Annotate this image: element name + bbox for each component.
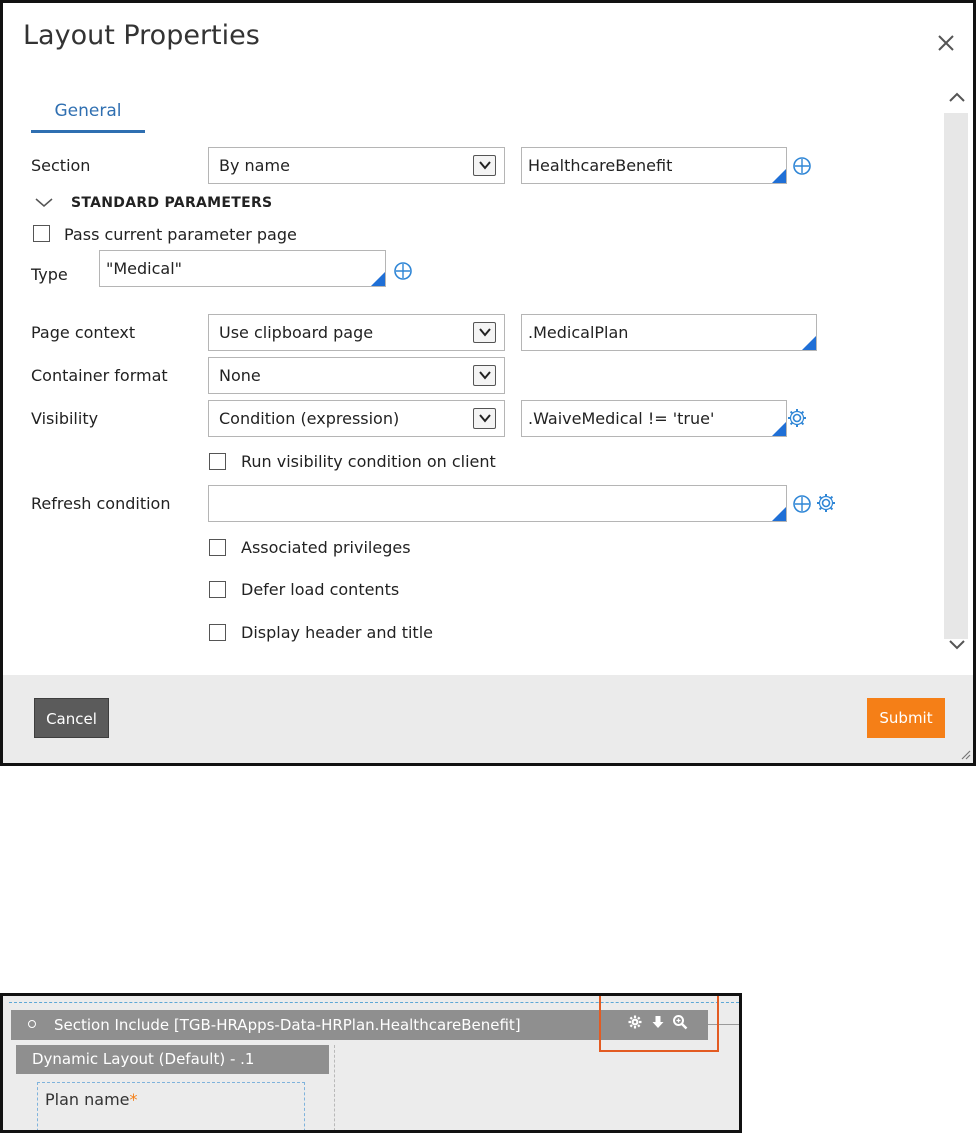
type-label: Type (31, 265, 68, 284)
container-format-select[interactable] (208, 357, 505, 394)
page-context-select[interactable] (208, 314, 505, 351)
autocomplete-corner-icon (802, 336, 816, 350)
pass-parameter-page-label: Pass current parameter page (64, 225, 297, 244)
visibility-mode: Condition (expression) (219, 409, 400, 428)
dialog-title: Layout Properties (23, 20, 260, 51)
page-context-value: .MedicalPlan (528, 323, 629, 342)
pass-parameter-page-checkbox[interactable] (33, 225, 50, 242)
visibility-condition-value: .WaiveMedical != 'true' (528, 409, 715, 428)
chevron-down-icon[interactable] (947, 637, 967, 651)
autocomplete-corner-icon (772, 507, 786, 521)
page-context-label: Page context (31, 323, 136, 342)
associated-privileges-label: Associated privileges (241, 538, 411, 557)
tab-general[interactable]: General (31, 97, 145, 133)
scrollbar-track[interactable] (944, 113, 968, 639)
resize-grip-icon[interactable] (959, 745, 971, 764)
refresh-condition-label: Refresh condition (31, 494, 171, 513)
section-name-input[interactable] (521, 147, 787, 184)
chevron-down-icon (473, 322, 496, 343)
display-header-checkbox[interactable] (209, 624, 226, 641)
chevron-up-icon[interactable] (947, 89, 967, 103)
chevron-down-icon (473, 365, 496, 386)
layout-boundary (334, 1045, 335, 1133)
section-mode-select[interactable] (208, 147, 505, 184)
standard-parameters-heading[interactable]: STANDARD PARAMETERS (71, 195, 273, 211)
section-mode-value: By name (219, 156, 290, 175)
section-include-label: Section Include [TGB-HRApps-Data-HRPlan.HealthcareBenefit] (54, 1016, 521, 1034)
associated-privileges-checkbox[interactable] (209, 539, 226, 556)
section-label: Section (31, 156, 91, 175)
collapse-chevron-icon[interactable] (34, 195, 54, 214)
action-icons-highlight (599, 994, 719, 1052)
page-context-mode: Use clipboard page (219, 323, 374, 342)
run-visibility-on-client-checkbox[interactable] (209, 453, 226, 470)
defer-load-contents-label: Defer load contents (241, 580, 400, 599)
visibility-condition-input[interactable] (521, 400, 787, 437)
required-asterisk: * (129, 1090, 138, 1109)
chevron-down-icon (473, 155, 496, 176)
page-context-input[interactable] (521, 314, 817, 351)
dialog-footer (3, 675, 973, 763)
autocomplete-corner-icon (772, 169, 786, 183)
crosshair-icon[interactable] (393, 261, 413, 281)
crosshair-icon[interactable] (792, 494, 812, 514)
defer-load-contents-checkbox[interactable] (209, 581, 226, 598)
visibility-label: Visibility (31, 409, 99, 428)
autocomplete-corner-icon (772, 422, 786, 436)
cancel-button[interactable]: Cancel (34, 698, 109, 738)
dynamic-layout-bar[interactable] (16, 1045, 329, 1074)
refresh-condition-input[interactable] (208, 485, 787, 522)
autocomplete-corner-icon (371, 272, 385, 286)
section-designer-preview (0, 993, 742, 1133)
close-icon[interactable] (934, 31, 958, 55)
container-format-value: None (219, 366, 261, 385)
chevron-down-icon (473, 408, 496, 429)
radio-dot-icon (28, 1020, 36, 1028)
gear-icon[interactable] (786, 407, 808, 429)
gear-icon[interactable] (815, 492, 837, 514)
type-input[interactable] (99, 250, 386, 287)
plan-name-label (45, 1090, 138, 1109)
run-visibility-on-client-label: Run visibility condition on client (241, 452, 496, 471)
submit-button[interactable]: Submit (867, 698, 945, 738)
type-value: "Medical" (106, 259, 183, 278)
section-name-value: HealthcareBenefit (528, 156, 673, 175)
visibility-select[interactable] (208, 400, 505, 437)
display-header-label: Display header and title (241, 623, 433, 642)
crosshair-icon[interactable] (792, 156, 812, 176)
plan-name-text: Plan name (45, 1090, 130, 1109)
container-format-label: Container format (31, 366, 168, 385)
dynamic-layout-label: Dynamic Layout (Default) - .1 (32, 1050, 255, 1068)
